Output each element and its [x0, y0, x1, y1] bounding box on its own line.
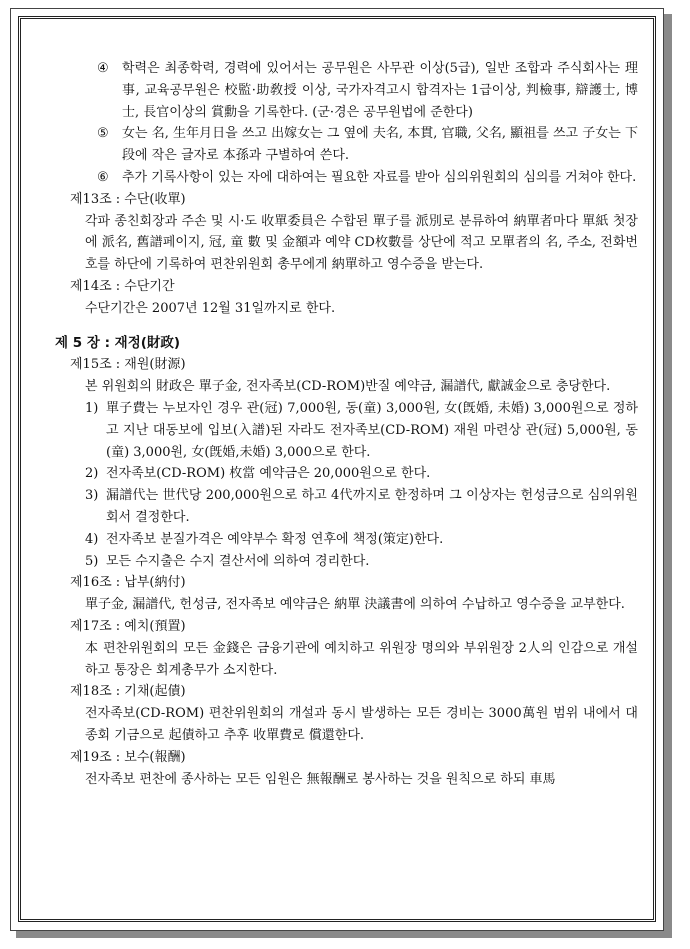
chapter-heading: 제 5 장 : 재정(財政): [55, 334, 181, 351]
item-number: 3): [85, 488, 99, 504]
item-text: 추가 기록사항이 있는 자에 대하여는 필요한 자료를 받아 심의위원회의 심의를 거쳐야 한다.: [122, 169, 637, 185]
list-item: [0, 398, 690, 463]
list-item: [0, 167, 690, 189]
article-16-body: 單子金, 漏譜代, 헌성금, 전자족보 예약금은 納單 決議書에 의하여 수납하고 영수증을 교부한다.: [85, 597, 625, 613]
article-17-title: 제17조 : 예치(預置): [70, 618, 186, 634]
article-13-body: 각파 종친회장과 주손 및 시·도 收單委員은 수합된 單子를 派別로 분류하여 納單者마다 單紙 첫장에 派名, 舊譜페이지, 冠, 童 數 및 金額과 예약 CD枚數를 상단에 적고 모單者의 名, 주소, 전화번호를 하단에 기록하여 편찬위원회 총무에게 納單하고 영수증을 받는다.: [85, 213, 638, 273]
list-item: [0, 551, 690, 573]
item-number: ⑥: [97, 169, 109, 185]
item-text: 漏譜代는 世代당 200,000원으로 하고 4代까지로 한정하며 그 이상자는 헌성금으로 심의위원회서 결정한다.: [106, 488, 638, 525]
article-18-title: 제18조 : 기채(起債): [70, 684, 186, 700]
article-19-body: 전자족보 편찬에 종사하는 모든 임원은 無報酬로 봉사하는 것을 원칙으로 하되 車馬: [85, 771, 556, 787]
list-item: [0, 485, 690, 529]
item-number: 5): [85, 553, 99, 569]
item-number: 2): [85, 466, 99, 482]
article-16-title: 제16조 : 납부(納付): [70, 575, 186, 591]
article-13-title: 제13조 : 수단(收單): [70, 191, 186, 207]
item-number: 1): [85, 400, 99, 416]
list-item: [0, 463, 690, 485]
item-number: ⑤: [97, 126, 109, 142]
item-number: 4): [85, 531, 99, 547]
document-content: [0, 58, 690, 790]
list-item: [0, 529, 690, 551]
item-text: 전자족보 분질가격은 예약부수 확정 연후에 책정(策定)한다.: [106, 531, 444, 547]
item-number: ④: [97, 61, 109, 76]
article-15-body: 본 위원회의 財政은 單子金, 전자족보(CD-ROM)반질 예약금, 漏譜代, 獻誠金으로 충당한다.: [85, 379, 611, 395]
article-14-title: 제14조 : 수단기간: [70, 278, 175, 294]
article-18-body: 전자족보(CD-ROM) 편찬위원회의 개설과 동시 발생하는 모든 경비는 3000萬원 범위 내에서 대종회 기금으로 起債하고 추후 收單費로 償還한다.: [85, 706, 638, 743]
item-text: 女는 名, 生年月日을 쓰고 出嫁女는 그 옆에 夫名, 本貫, 官職, 父名, 顯祖를 쓰고 子女는 下段에 작은 글자로 本孫과 구별하여 쓴다.: [122, 126, 638, 164]
article-17-body: 本 편찬위원회의 모든 金錢은 금융기관에 예치하고 위원장 명의와 부위원장 2人의 인감으로 개설하고 통장은 회계총무가 소지한다.: [85, 640, 638, 678]
list-item: [0, 123, 690, 167]
item-text: 모든 수지출은 수지 결산서에 의하여 경리한다.: [106, 553, 370, 569]
item-text: 학력은 최종학력, 경력에 있어서는 공무원은 사무관 이상(5급), 일반 조합과 주식회사는 理事, 교육공무원은 校監·助敎授 이상, 국가자격고시 합격자는 1급이상, 判檢事, 辯護士, 博士, 長官이상의 賞勳을 기록한다. (군·경은 공무원법에 준한다): [122, 61, 638, 120]
article-15-title: 제15조 : 재원(財源): [70, 357, 186, 373]
list-item: [0, 58, 690, 123]
article-19-title: 제19조 : 보수(報酬): [70, 749, 186, 765]
article-14-body: 수단기간은 2007년 12월 31일까지로 한다.: [85, 300, 336, 316]
item-text: 전자족보(CD-ROM) 枚當 예약금은 20,000원으로 한다.: [106, 466, 431, 482]
item-text: 單子費는 누보자인 경우 관(冠) 7,000원, 동(童) 3,000원, 女(旣婚, 未婚) 3,000원으로 정하고 지난 대동보에 입보(入譜)된 자라도 전자족보(CD-ROM) 재원 마련상 관(冠) 5,000원, 동(童) 3,000원, 女(旣婚,未婚) 3,000으로 한다.: [106, 400, 638, 460]
